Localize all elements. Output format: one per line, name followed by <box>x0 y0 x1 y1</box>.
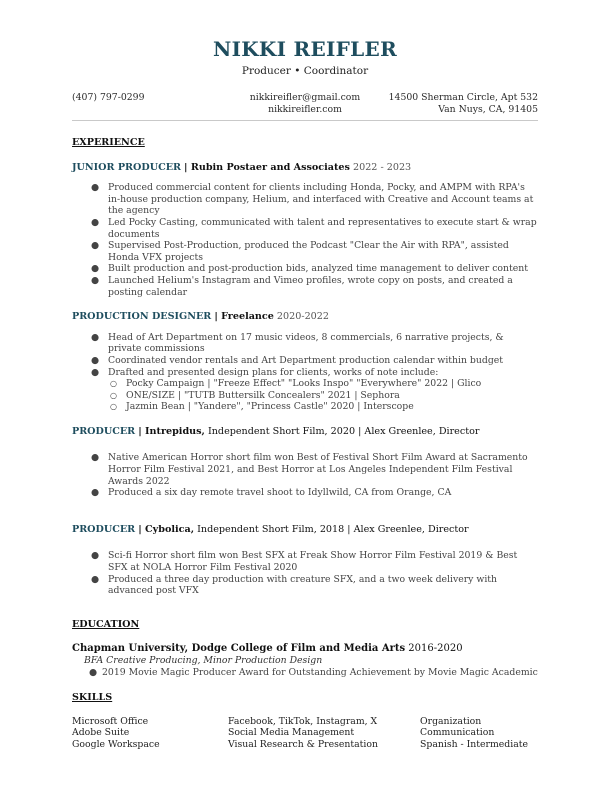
skill-item: Communication <box>420 727 495 739</box>
list-item-text: Coordinated vendor rentals and Art Department production calendar within budget <box>108 354 504 366</box>
bullet-icon: ● <box>91 182 100 194</box>
skills-grid <box>72 716 538 752</box>
job-org: | Cybolica, <box>138 523 195 535</box>
address-line-1: 14500 Sherman Circle, Apt 532 <box>388 92 538 103</box>
skill-item: Organization <box>420 715 482 727</box>
job-details: Independent Short Film, 2018 | Alex Greenlee, Director <box>197 523 469 535</box>
job-bullets <box>72 452 538 498</box>
job-heading <box>72 524 538 536</box>
resume-tagline: Producer • Coordinator <box>241 65 369 77</box>
job-org: | Rubin Postaer and Associates <box>184 161 350 173</box>
list-item-text: Built production and post-production bids, analyzed time management to deliver content <box>108 263 528 275</box>
resume-page <box>72 36 538 752</box>
list-item <box>72 217 538 240</box>
list-item <box>72 275 538 298</box>
job-heading <box>72 311 538 323</box>
bullet-icon: ● <box>91 274 100 286</box>
education-heading: EDUCATION <box>72 618 140 630</box>
list-item <box>72 487 538 499</box>
degree: BFA Creative Producing, Minor Production Design <box>84 655 323 666</box>
bullet-icon: ● <box>91 487 100 499</box>
bullet-icon: ● <box>91 216 100 228</box>
job-dates: 2022 - 2023 <box>352 161 412 173</box>
bullet-icon: ● <box>91 263 100 275</box>
list-item-text: Led Pocky Casting, communicated with talent and representatives to execute start & wrap documents <box>108 216 537 240</box>
job-org: | Freelance <box>214 311 274 323</box>
list-item-text: Sci-fi Horror short film won Best SFX at Freak Show Horror Film Festival 2019 & Best SFX at NOLA Horror Film Festival 2020 <box>108 550 518 574</box>
skill-item: Visual Research & Presentation <box>228 738 378 750</box>
bullet-icon: ● <box>91 331 100 343</box>
job-role: JUNIOR PRODUCER <box>72 161 181 173</box>
job-heading <box>72 162 538 174</box>
list-item-text: Produced a six day remote travel shoot to Idyllwild, CA from Orange, CA <box>108 487 452 499</box>
list-item-text: Supervised Post-Production, produced the Podcast "Clear the Air with RPA", assisted Honda VFX projects <box>108 240 509 263</box>
phone-number: (407) 797-0299 <box>72 92 145 103</box>
resume-name: NIKKI REIFLER <box>213 37 397 61</box>
bullet-icon: ● <box>91 573 100 585</box>
skill-item: Social Media Management <box>228 727 355 739</box>
website-link[interactable]: nikkireifler.com <box>268 103 342 115</box>
sub-list-item-text: ONE/SIZE | "TUTB Buttersilk Concealers" 2021 | Sephora <box>126 389 400 401</box>
list-item-text: Produced a three day production with creature SFX, and a two week delivery with advanced post VFX <box>108 573 498 597</box>
sub-list-item-text: Jazmin Bean | "Yandere", "Princess Castle" 2020 | Interscope <box>126 401 414 413</box>
address <box>389 92 538 115</box>
job-bullets <box>72 332 538 413</box>
job-org: | Intrepidus, <box>138 425 205 437</box>
bullet-icon: ● <box>91 550 100 562</box>
skill-item: Adobe Suite <box>72 727 130 739</box>
sub-list-item-text: Pocky Campaign | "Freeze Effect" "Looks Inspo" "Everywhere" 2022 | Glico <box>126 378 482 390</box>
bullet-icon: ● <box>91 240 100 252</box>
job-role: PRODUCER <box>72 425 136 437</box>
skill-item: Spanish - Intermediate <box>420 738 528 750</box>
job-details: Independent Short Film, 2020 | Alex Greenlee, Director <box>207 425 480 437</box>
list-item-text: Launched Helium's Instagram and Vimeo profiles, wrote copy on posts, and created a posting calendar <box>108 274 513 298</box>
list-item <box>72 240 538 263</box>
job-role: PRODUCTION DESIGNER <box>72 311 212 323</box>
job-bullets <box>72 182 538 298</box>
skills-heading: SKILLS <box>72 692 113 704</box>
job-dates: 2020-2022 <box>276 311 329 323</box>
education-heading-line <box>72 643 538 655</box>
bullet-icon: ● <box>89 666 98 678</box>
list-item <box>72 574 538 597</box>
bullet-icon: ● <box>91 452 100 464</box>
hollow-bullet-icon: ○ <box>110 402 117 412</box>
skills-column-2 <box>228 716 378 751</box>
list-item <box>72 452 538 487</box>
address-line-2: Van Nuys, CA, 91405 <box>438 103 538 115</box>
job-heading <box>72 426 538 438</box>
list-item-text: Produced commercial content for clients including Honda, Pocky, and AMPM with RPA's in-house production company, Helium, and interfaced with Creative and Account teams at the agency <box>108 182 534 217</box>
hollow-bullet-icon: ○ <box>110 390 117 400</box>
job-role: PRODUCER <box>72 523 136 535</box>
school-name: Chapman University, Dodge College of Film and Media Arts <box>72 643 406 655</box>
list-item-text: Head of Art Department on 17 music videos, 8 commercials, 6 narrative projects, & private commissions <box>108 331 504 355</box>
list-item-text: 2019 Movie Magic Producer Award for Outstanding Achievement by Movie Magic Academic <box>102 666 538 678</box>
skill-item: Microsoft Office <box>72 715 149 727</box>
sub-bullets <box>108 378 538 413</box>
email-link[interactable]: nikkireifler@gmail.com <box>249 92 361 103</box>
list-item <box>72 182 538 217</box>
list-item <box>72 263 538 275</box>
contact-info <box>72 92 538 116</box>
list-item <box>72 550 538 573</box>
hollow-bullet-icon: ○ <box>110 379 117 389</box>
education-dates: 2016-2020 <box>408 643 463 655</box>
list-item <box>72 355 538 367</box>
sub-list-item <box>72 378 538 390</box>
list-item <box>72 667 538 679</box>
skills-column-3 <box>420 716 528 751</box>
bullet-icon: ● <box>91 354 100 366</box>
experience-heading: EXPERIENCE <box>72 137 145 148</box>
job-bullets <box>72 550 538 596</box>
skill-item: Google Workspace <box>72 738 160 750</box>
sub-list-item <box>72 390 538 402</box>
education-bullets <box>72 667 538 679</box>
skill-item: Facebook, TikTok, Instagram, X <box>228 715 378 727</box>
list-item <box>72 367 538 413</box>
header-divider <box>72 120 538 121</box>
sub-list-item <box>72 401 538 413</box>
bullet-icon: ● <box>91 366 100 378</box>
skills-column-1 <box>72 716 160 751</box>
list-item-text: Native American Horror short film won Best of Festival Short Film Award at Sacramento Horror Film Festival 2021, and Best Horror at Los Angeles Independent Film Festival Awards 2022 <box>108 452 528 487</box>
list-item <box>72 332 538 355</box>
list-item-text: Drafted and presented design plans for clients, works of note include: <box>108 366 439 378</box>
